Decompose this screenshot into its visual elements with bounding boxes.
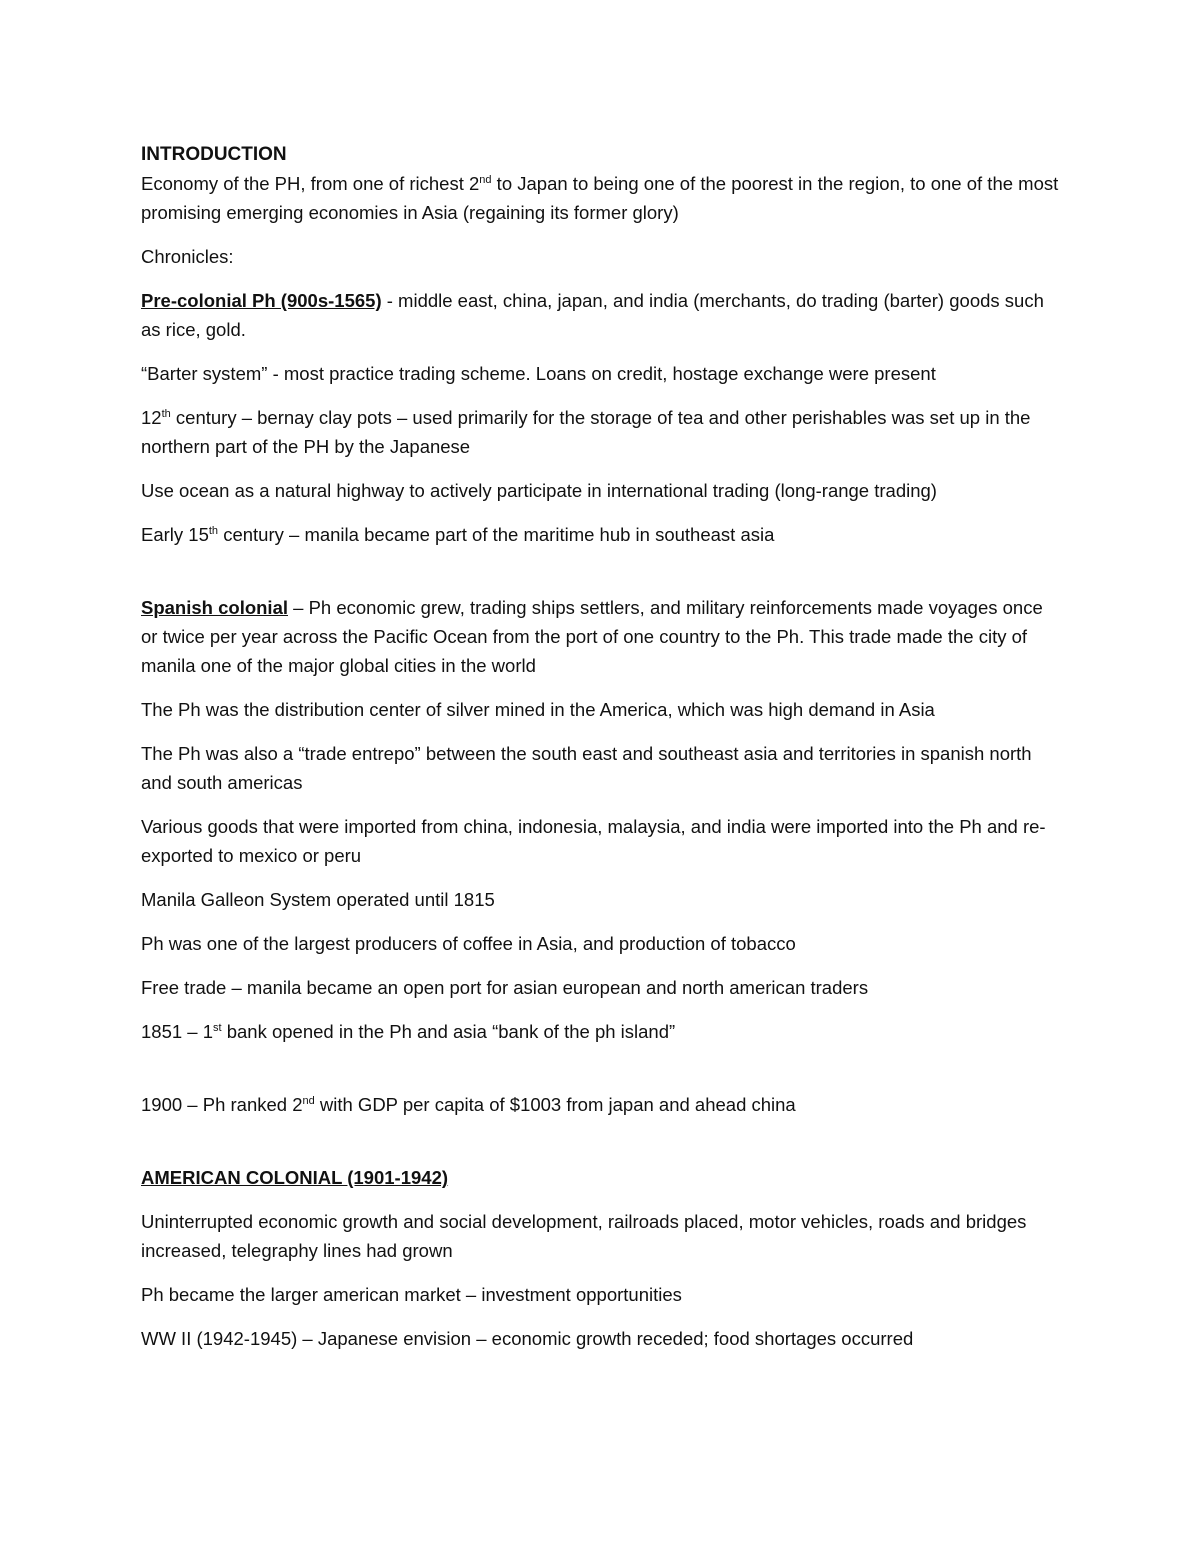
- fifteenth-text-b: century – manila became part of the maritime hub in southeast asia: [218, 524, 775, 545]
- growth-paragraph: Uninterrupted economic growth and social development, railroads placed, motor vehicles, roads and bridges increased, telegraphy lines had grown: [141, 1211, 1027, 1261]
- precolonial-text: - middle east, china, japan, and india (merchants, do trading (barter) goods such as rice, gold.: [141, 290, 1044, 340]
- intro-ordinal: nd: [479, 173, 492, 186]
- chronicles-label: Chronicles:: [141, 246, 234, 267]
- entrepo-paragraph: The Ph was also a “trade entrepo” between the south east and southeast asia and territories in spanish north and south americas: [141, 743, 1032, 793]
- twelfth-century-paragraph: [141, 403, 1061, 461]
- intro-text-a: Economy of the PH, from one of richest 2: [141, 173, 480, 194]
- intro-paragraph: [141, 169, 1061, 227]
- barter-paragraph: “Barter system” - most practice trading scheme. Loans on credit, hostage exchange were present: [141, 363, 936, 384]
- fifteenth-text-a: Early 15: [141, 524, 209, 545]
- gdp-text-a: 1900 – Ph ranked 2: [141, 1094, 303, 1115]
- twelfth-text-b: century – bernay clay pots – used primarily for the storage of tea and other perishables was set up in the northern part of the PH by the Japanese: [141, 407, 1031, 457]
- american-paragraph: [141, 1163, 1061, 1192]
- intro-heading: INTRODUCTION: [141, 144, 287, 165]
- intro-text-b: to Japan to being one of the poorest in the region, to one of the most promising emerging economies in Asia (regaining its former glory): [141, 173, 1059, 223]
- market-paragraph: Ph became the larger american market – investment opportunities: [141, 1284, 682, 1305]
- silver-paragraph: The Ph was the distribution center of silver mined in the America, which was high demand in Asia: [141, 699, 935, 720]
- precolonial-paragraph: [141, 286, 1061, 344]
- bank-paragraph: [141, 1017, 1061, 1046]
- gdp-text-b: with GDP per capita of $1003 from japan and ahead china: [314, 1094, 796, 1115]
- freetrade-paragraph: Free trade – manila became an open port for asian european and north american traders: [141, 977, 869, 998]
- fifteenth-century-paragraph: [141, 520, 1061, 549]
- ocean-paragraph: Use ocean as a natural highway to actively participate in international trading (long-range trading): [141, 480, 937, 501]
- bank-text-b: bank opened in the Ph and asia “bank of the ph island”: [221, 1021, 676, 1042]
- precolonial-heading: Pre-colonial Ph (900s-1565): [141, 290, 382, 311]
- bank-text-a: 1851 – 1: [141, 1021, 214, 1042]
- galleon-paragraph: Manila Galleon System operated until 1815: [141, 889, 495, 910]
- goods-paragraph: Various goods that were imported from china, indonesia, malaysia, and india were imported into the Ph and re-exported to mexico or peru: [141, 816, 1046, 866]
- coffee-paragraph: Ph was one of the largest producers of coffee in Asia, and production of tobacco: [141, 933, 796, 954]
- ww2-paragraph: WW II (1942-1945) – Japanese envision – economic growth receded; food shortages occurred: [141, 1328, 914, 1349]
- spanish-heading: Spanish colonial: [141, 597, 288, 618]
- twelfth-ordinal: th: [161, 407, 171, 420]
- spanish-text: – Ph economic grew, trading ships settlers, and military reinforcements made voyages once or twice per year across the Pacific Ocean from the port of one country to the Ph. This trade made the city of manila one of the major global cities in the world: [141, 597, 1043, 676]
- gdp-paragraph: [141, 1090, 1061, 1119]
- american-heading: AMERICAN COLONIAL (1901-1942): [141, 1167, 449, 1188]
- gdp-ordinal: nd: [302, 1094, 315, 1107]
- bank-ordinal: st: [213, 1021, 222, 1034]
- spanish-paragraph: [141, 593, 1061, 680]
- document-body: [141, 140, 1061, 1368]
- fifteenth-ordinal: th: [208, 524, 219, 537]
- twelfth-text-a: 12: [141, 407, 162, 428]
